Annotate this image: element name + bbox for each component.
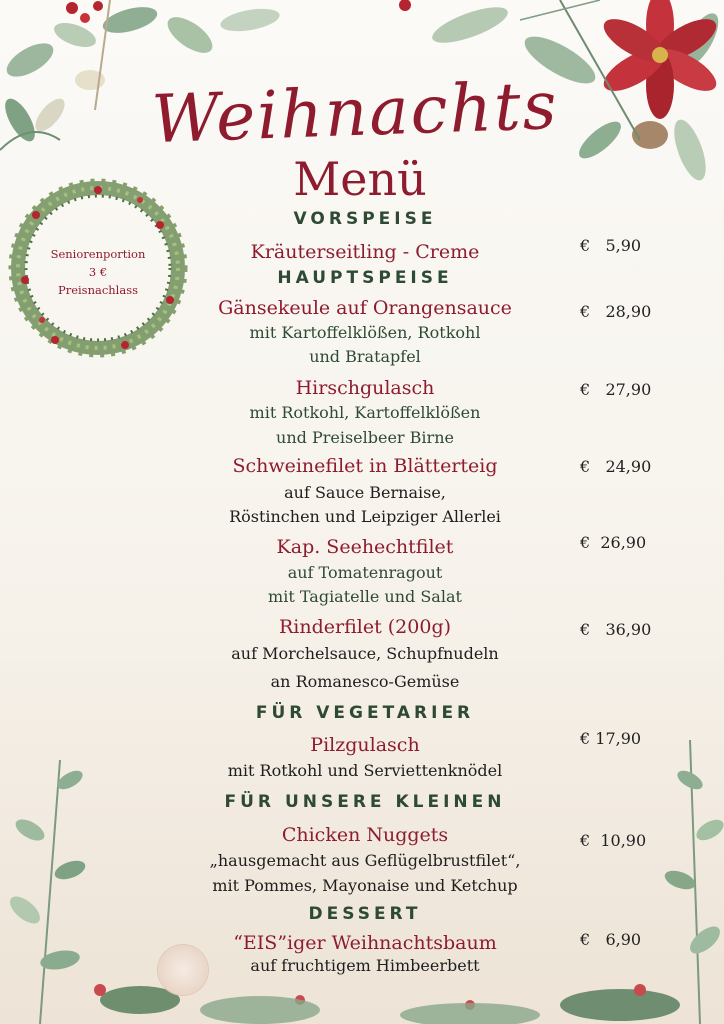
dish-name: Hirschgulasch [295,377,435,399]
section-vegetarier: FÜR VEGETARIER [255,703,475,723]
dish-name: Kap. Seehechtfilet [276,536,454,558]
dish-price: € 26,90 [580,533,647,552]
dish-price: € 24,90 [580,457,652,476]
dish-name: Kräuterseitling - Creme [250,241,480,263]
dish-name: Rinderfilet (200g) [278,616,452,638]
dish-name: “EIS”iger Weihnachtsbaum [233,932,497,954]
dish-name: Schweinefilet in Blätterteig [232,455,498,477]
dish-description: mit Tagiatelle und Salat [268,587,462,606]
dish-description: mit Kartoffelklößen, Rotkohl [249,323,481,342]
dish-description: an Romanesco-Gemüse [270,672,460,691]
dish-price: € 6,90 [580,930,642,949]
badge-line-1: Seniorenportion [50,247,146,261]
section-hauptspeise: HAUPTSPEISE [277,268,453,288]
dish-price: € 10,90 [580,831,647,850]
dish-description: und Preiselbeer Birne [276,428,454,447]
section-kleinen: FÜR UNSERE KLEINEN [224,792,506,812]
dish-description: auf Tomatenragout [287,563,443,582]
dish-description: und Bratapfel [309,347,421,366]
dish-price: € 17,90 [580,729,642,748]
section-vorspeise: VORSPEISE [293,209,437,229]
title-script: Weihnachts [150,66,560,159]
dish-description: mit Rotkohl und Serviettenknödel [227,761,503,780]
badge-line-2: 3 € [88,264,108,279]
dish-description: auf Sauce Bernaise, [284,483,446,502]
dish-description: mit Pommes, Mayonaise und Ketchup [212,876,518,895]
dish-name: Gänsekeule auf Orangensauce [218,297,512,319]
dish-description: auf Morchelsauce, Schupfnudeln [231,644,499,663]
dish-price: € 5,90 [580,236,642,255]
dish-description: auf fruchtigem Himbeerbett [250,956,480,975]
section-dessert: DESSERT [308,904,422,924]
dish-price: € 27,90 [580,380,652,399]
dish-price: € 36,90 [580,620,652,639]
dish-description: Röstinchen und Leipziger Allerlei [229,507,501,526]
title-main: Menü [293,152,427,206]
dish-price: € 28,90 [580,302,652,321]
dish-description: „hausgemacht aus Geflügelbrustfilet“, [209,851,521,870]
dish-name: Pilzgulasch [310,734,420,756]
dish-description: mit Rotkohl, Kartoffelklößen [249,403,481,422]
badge-line-3: Preisnachlass [57,282,139,297]
senior-discount-badge [36,246,160,299]
dish-name: Chicken Nuggets [281,824,449,846]
